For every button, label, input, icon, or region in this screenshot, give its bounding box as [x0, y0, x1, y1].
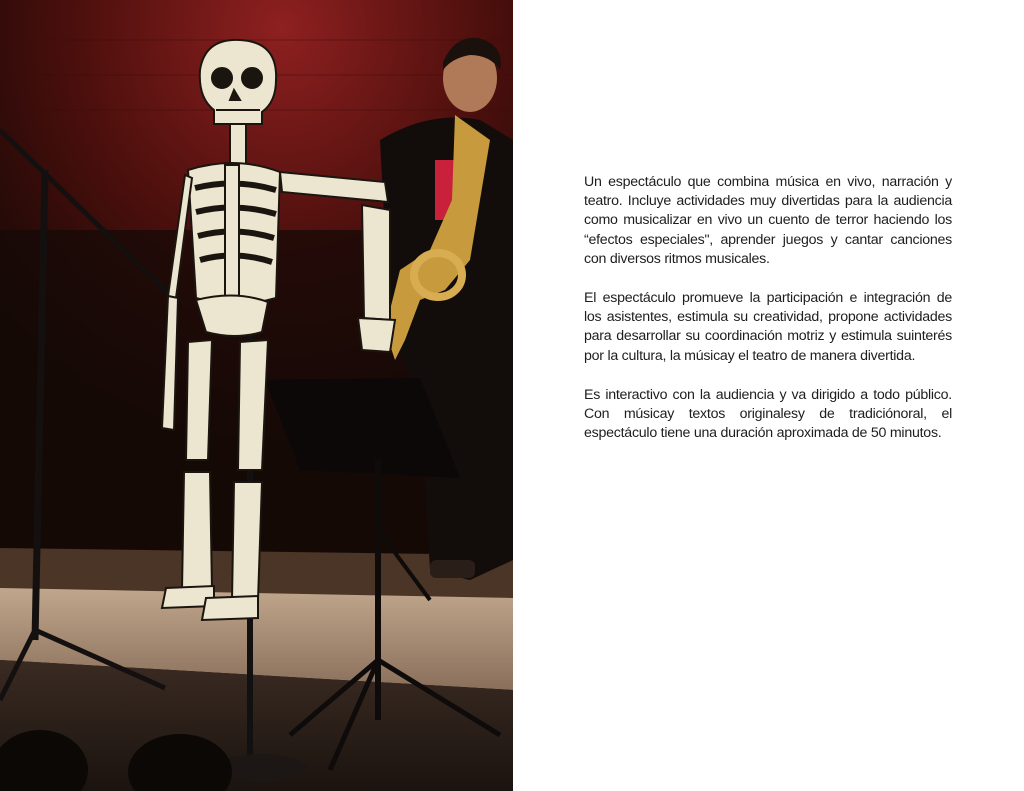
- description-column: [584, 173, 952, 463]
- paragraph-benefits: El espectáculo promueve la participación e integración de los asistentes, estimula su creatividad, propone actividades para desarrollar su coordinación motriz y estimula suinterés por la cultura, la músicay el teatro de manera divertida.: [584, 290, 952, 364]
- paragraph-intro: Un espectáculo que combina música en vivo, narración y teatro. Incluye actividades muy divertidas para la audiencia como musicalizar en vivo un cuento de terror haciendo los “efectos especiales", aprender juegos y cantar canciones con diversos ritmos musicales.: [584, 174, 952, 267]
- paragraph-details: Es interactivo con la audiencia y va dirigido a todo público. Con músicay textos originalesy de tradiciónoral, el espectáculo tiene una duración aproximada de 50 minutos.: [584, 386, 952, 442]
